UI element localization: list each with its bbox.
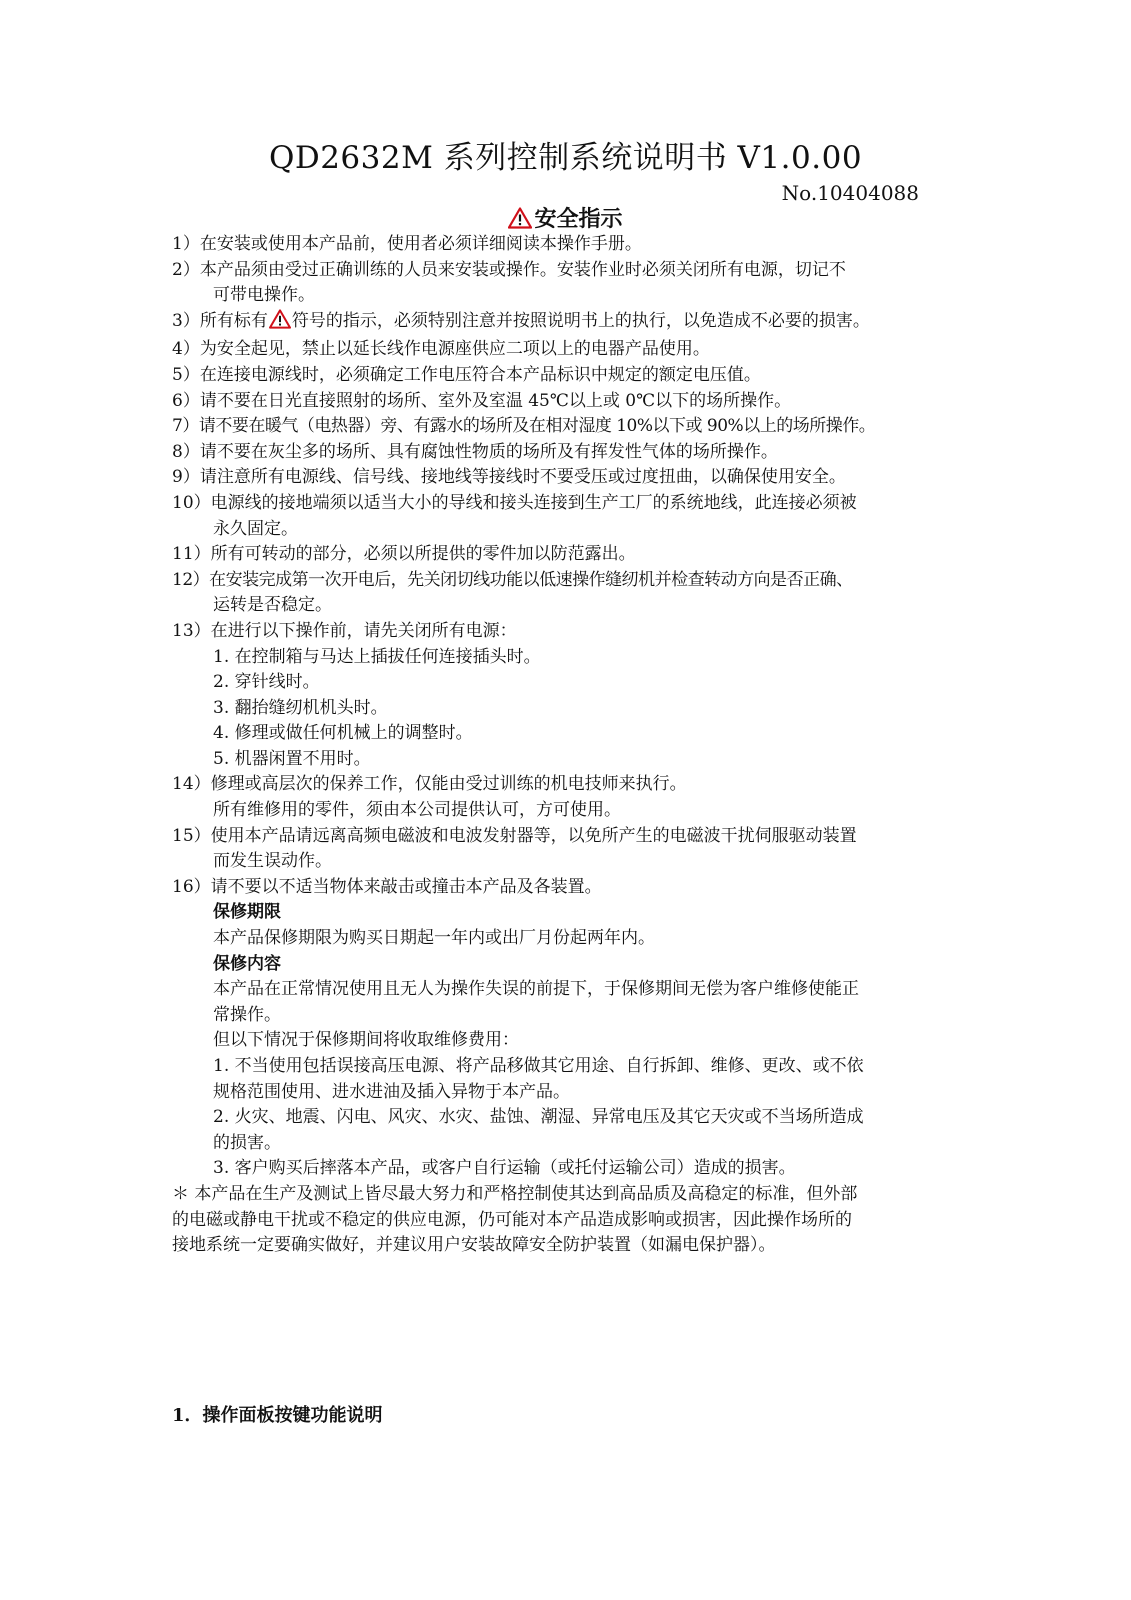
list-item-text: 符号的指示，必须特别注意并按照说明书上的执行，以免造成不必要的损害。 [291, 310, 870, 331]
warranty-fee-item-continuation: 的损害。 [213, 1132, 281, 1153]
list-item: 7）请不要在暖气（电热器）旁、有露水的场所及在相对湿度 10%以下或 90%以上的场所操作。 [172, 416, 876, 437]
list-item: 6）请不要在日光直接照射的场所、室外及室温 45℃以上或 0℃以下的场所操作。 [172, 390, 792, 411]
list-item: 8）请不要在灰尘多的场所、具有腐蚀性物质的场所及有挥发性气体的场所操作。 [172, 441, 778, 462]
warranty-fee-intro: 但以下情况于保修期间将收取维修费用： [213, 1030, 519, 1051]
list-item: 1）在安装或使用本产品前，使用者必须详细阅读本操作手册。 [172, 234, 642, 254]
list-item-continuation: 而发生误动作。 [213, 851, 332, 872]
warranty-fee-item: 3. 客户购买后摔落本产品，或客户自行运输（或托付运输公司）造成的损害。 [213, 1158, 796, 1179]
safety-instructions [172, 232, 962, 1259]
warranty-content-text: 本产品在正常情况使用且无人为操作失误的前提下，于保修期间无偿为客户维修使能正 [213, 979, 859, 1000]
warranty-fee-item-continuation: 规格范围使用、进水进油及插入异物于本产品。 [213, 1081, 570, 1102]
list-item: 16）请不要以不适当物体来敲击或撞击本产品及各装置。 [172, 876, 602, 897]
warranty-fee-item: 1. 不当使用包括误接高压电源、将产品移做其它用途、自行拆卸、维修、更改、或不依 [213, 1056, 864, 1076]
document-title: QD2632M 系列控制系统说明书 V1.0.00 [268, 140, 863, 176]
list-item: 12）在安装完成第一次开电后，先关闭切线功能以低速操作缝纫机并检查转动方向是否正确、 [172, 569, 853, 590]
warranty-content-text: 常操作。 [213, 1004, 281, 1025]
list-item: 13）在进行以下操作前，请先关闭所有电源： [172, 620, 517, 641]
sub-list-item: 5. 机器闲置不用时。 [213, 748, 371, 769]
list-item: 10）电源线的接地端须以适当大小的导线和接头连接到生产工厂的系统地线，此连接必须被 [172, 492, 857, 513]
list-item: 15）使用本产品请远离高频电磁波和电波发射器等，以免所产生的电磁波干扰伺服驱动装置 [172, 825, 857, 846]
list-item-continuation: 运转是否稳定。 [213, 595, 332, 616]
note-paragraph: 接地系统一定要确实做好，并建议用户安装故障安全防护装置（如漏电保护器）。 [172, 1235, 776, 1256]
list-item: 5）在连接电源线时，必须确定工作电压符合本产品标识中规定的额定电压值。 [172, 364, 761, 385]
list-item: 2）本产品须由受过正确训练的人员来安装或操作。安装作业时必须关闭所有电源，切记不 [172, 259, 846, 280]
warranty-period-text: 本产品保修期限为购买日期起一年内或出厂月份起两年内。 [213, 928, 655, 949]
sub-list-item: 3. 翻抬缝纫机机头时。 [213, 697, 388, 718]
list-item: 9）请注意所有电源线、信号线、接地线等接线时不要受压或过度扭曲，以确保使用安全。 [172, 467, 846, 488]
warranty-content-heading: 保修内容 [213, 953, 281, 974]
sub-list-item: 1. 在控制箱与马达上插拔任何连接插头时。 [213, 646, 541, 667]
note-paragraph: ＊ 本产品在生产及测试上皆尽最大努力和严格控制使其达到高品质及高稳定的标准，但外部 [172, 1183, 858, 1204]
list-item-continuation: 所有维修用的零件，须由本公司提供认可，方可使用。 [213, 800, 621, 821]
document-number: No.10404088 [781, 181, 919, 205]
warranty-period-heading: 保修期限 [213, 902, 281, 923]
note-paragraph: 的电磁或静电干扰或不稳定的供应电源，仍可能对本产品造成影响或损害，因此操作场所的 [172, 1209, 852, 1230]
warranty-fee-item: 2. 火灾、地震、闪电、风灾、水灾、盐蚀、潮湿、异常电压及其它天灾或不当场所造成 [213, 1107, 864, 1128]
list-item: 4）为安全起见，禁止以延长线作电源座供应二项以上的电器产品使用。 [172, 339, 710, 360]
sub-list-item: 4. 修理或做任何机械上的调整时。 [213, 723, 473, 744]
list-item-continuation: 永久固定。 [213, 518, 298, 539]
warning-triangle-icon [269, 309, 291, 338]
list-item-text: 3）所有标有 [172, 310, 268, 331]
section-heading: 1．操作面板按键功能说明 [172, 1405, 383, 1426]
list-item-continuation: 可带电操作。 [213, 285, 315, 306]
list-item: 11）所有可转动的部分，必须以所提供的零件加以防范露出。 [172, 544, 636, 565]
sub-list-item: 2. 穿针线时。 [213, 672, 320, 693]
list-item: 14）修理或高层次的保养工作，仅能由受过训练的机电技师来执行。 [172, 774, 687, 795]
safety-heading-text: 安全指示 [534, 206, 623, 232]
list-item [172, 309, 962, 338]
